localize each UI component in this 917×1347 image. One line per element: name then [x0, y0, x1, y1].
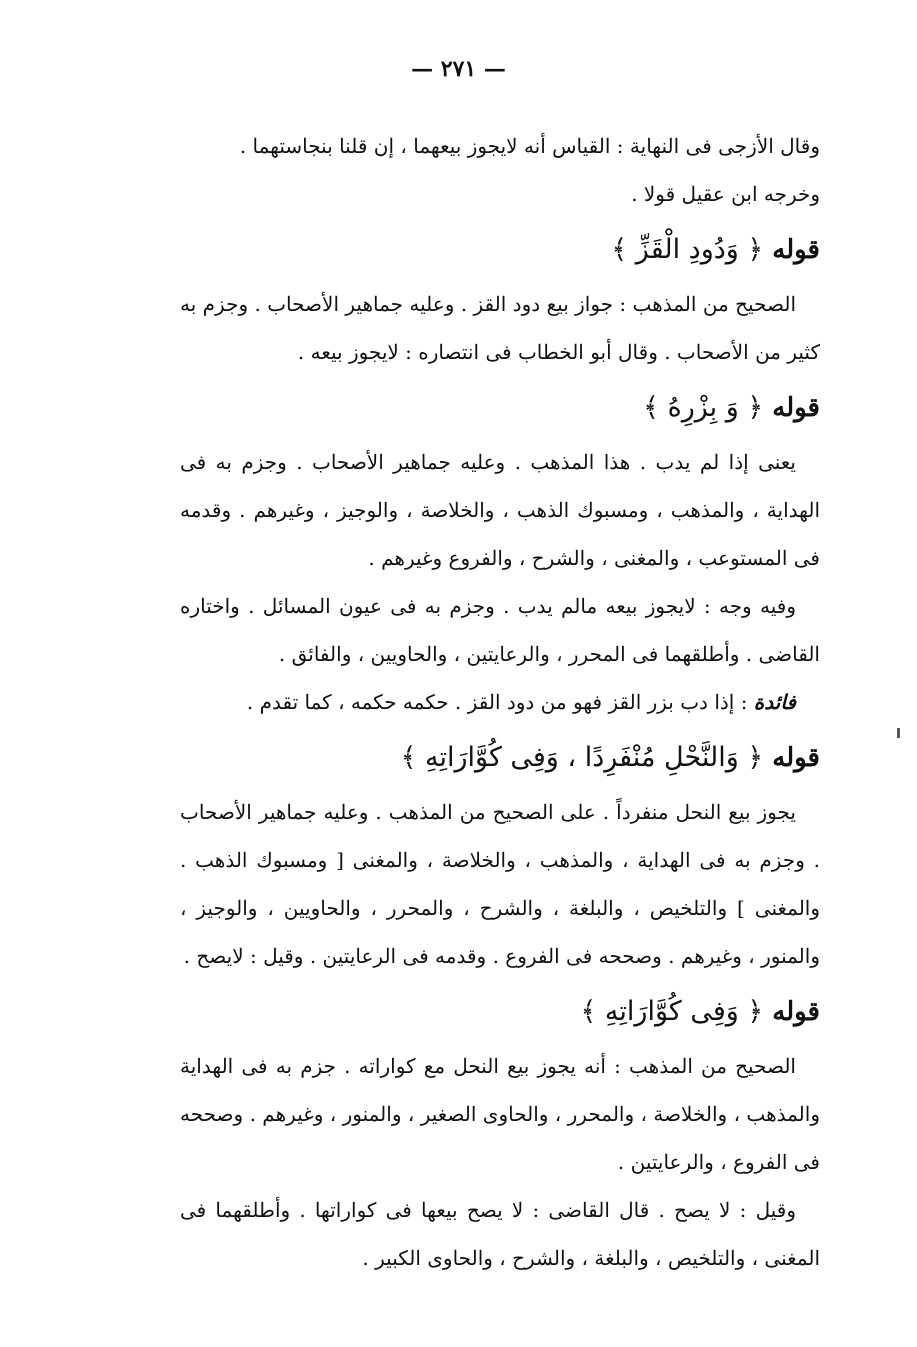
heading-verse: ﴿ وَدُودِ الْقَزِّ ﴾	[611, 234, 764, 265]
heading-word: قوله	[772, 997, 820, 1027]
paragraph: وفيه وجه : لايجوز بيعه مالم يدب . وجزم به فى عيون المسائل . واختاره القاضى . وأطلقهما فى المحرر ، والرعايتين ، والحاويين ، والفائق .	[180, 594, 820, 666]
heading-verse: ﴿ وَفِى كُوَّارَاتِهِ ﴾	[580, 996, 764, 1027]
margin-mark	[897, 728, 900, 738]
section-heading-seed	[180, 378, 820, 438]
paragraph: يجوز بيع النحل منفرداً . على الصحيح من المذهب . وعليه جماهير الأصحاب . وجزم به فى الهداية ، والمذهب ، والخلاصة ، والمغنى [ ومسبوك الذهب . والمغنى ] والتلخيص ، والبلغة ، والشرح ، والمحرر ، والحاويين ، والوجيز ، والمنور ، وغيرهم . وصححه فى الفروع . وقدمه فى الرعايتين . وقيل : لايصح .	[180, 800, 820, 968]
paragraph: الصحيح من المذهب : جواز بيع دود القز . وعليه جماهير الأصحاب . وجزم به كثير من الأصحاب . وقال أبو الخطاب فى انتصاره : لايجوز بيعه .	[180, 292, 820, 364]
intro-line-1: وقال الأزجى فى النهاية : القياس أنه لايجوز بيعهما ، إن قلنا بنجاستهما .	[239, 134, 820, 158]
page-body	[180, 122, 820, 1282]
paragraph: وقيل : لا يصح . قال القاضى : لا يصح بيعها فى كواراتها . وأطلقهما فى المغنى ، والتلخيص ، والبلغة ، والشرح ، والحاوى الكبير .	[180, 1198, 820, 1270]
heading-word: قوله	[772, 393, 820, 423]
benefit-text: : إذا دب بزر القز فهو من دود القز . حكمه حكمه ، كما تقدم .	[246, 690, 748, 714]
section-heading-hives	[180, 982, 820, 1042]
heading-verse: ﴿ وَ بِزْرِهُ ﴾	[643, 392, 764, 423]
heading-word: قوله	[772, 743, 820, 773]
page-number: — ٢٧١ —	[411, 56, 506, 82]
section-heading-silkworm	[180, 220, 820, 280]
intro-line-2: وخرجه ابن عقيل قولا .	[631, 182, 820, 206]
paragraph: الصحيح من المذهب : أنه يجوز بيع النحل مع كواراته . جزم به فى الهداية والمذهب ، والخلاصة ، والمحرر ، والحاوى الصغير ، والمنور ، وغيرهم . وصححه فى الفروع ، والرعايتين .	[180, 1054, 820, 1174]
paragraph: يعنى إذا لم يدب . هذا المذهب . وعليه جماهير الأصحاب . وجزم به فى الهداية ، والمذهب ، ومسبوك الذهب ، والخلاصة ، والوجيز ، وغيرهم . وقدمه فى المستوعب ، والمغنى ، والشرح ، والفروع وغيرهم .	[180, 450, 820, 570]
section-heading-bees	[180, 728, 820, 788]
heading-verse: ﴿ وَالنَّحْلِ مُنْفَرِدًا ، وَفِى كُوَّارَاتِهِ ﴾	[400, 742, 764, 773]
benefit-label: فائدة	[753, 690, 796, 714]
heading-word: قوله	[772, 235, 820, 265]
benefit-note	[180, 678, 820, 726]
